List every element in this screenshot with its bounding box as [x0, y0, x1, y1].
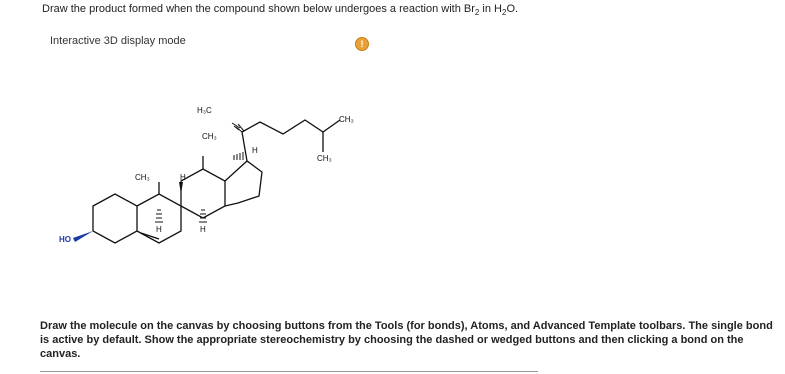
label-ch3-c13: CH₃: [202, 132, 217, 141]
ring-c: [181, 169, 225, 218]
label-h-c8: H: [180, 173, 186, 182]
steroid-structure: [40, 60, 620, 305]
ring-a: [93, 194, 137, 243]
question-text: [42, 3, 518, 17]
molecule-canvas: [40, 60, 620, 305]
label-ch3-branch: CH₃: [317, 154, 332, 163]
wedge-ho: [73, 231, 93, 242]
label-h-c14: H: [200, 225, 206, 234]
h-subscript: 2: [502, 8, 507, 18]
display-mode-label: Interactive 3D display mode: [50, 35, 186, 47]
question-middle: in H: [479, 3, 502, 15]
question-prefix: Draw the product formed when the compound shown below undergoes a reaction with Br: [42, 3, 475, 15]
question-suffix: O.: [506, 3, 519, 15]
instructions-text: Draw the molecule on the canvas by choosing buttons from the Tools (for bonds), Atoms, and Advanced Template toolbars. The single bond is active by default. Show the appropriate stereochemistry by choosing the dashed or wedged buttons and then clicking a bond on the canvas.: [40, 320, 773, 360]
ring-d: [225, 161, 262, 206]
label-ch3-c10: CH₃: [135, 173, 150, 182]
label-ch3-terminal: CH₃: [339, 115, 354, 124]
label-h-c17: H: [252, 146, 258, 155]
divider: [40, 371, 538, 372]
wedge-c8-h: [179, 182, 183, 194]
label-h-c9: H: [156, 225, 162, 234]
info-icon[interactable]: !: [355, 37, 369, 51]
label-ho: HO: [59, 235, 71, 244]
label-h3c: H₃C: [197, 106, 212, 115]
br-subscript: 2: [474, 8, 480, 18]
